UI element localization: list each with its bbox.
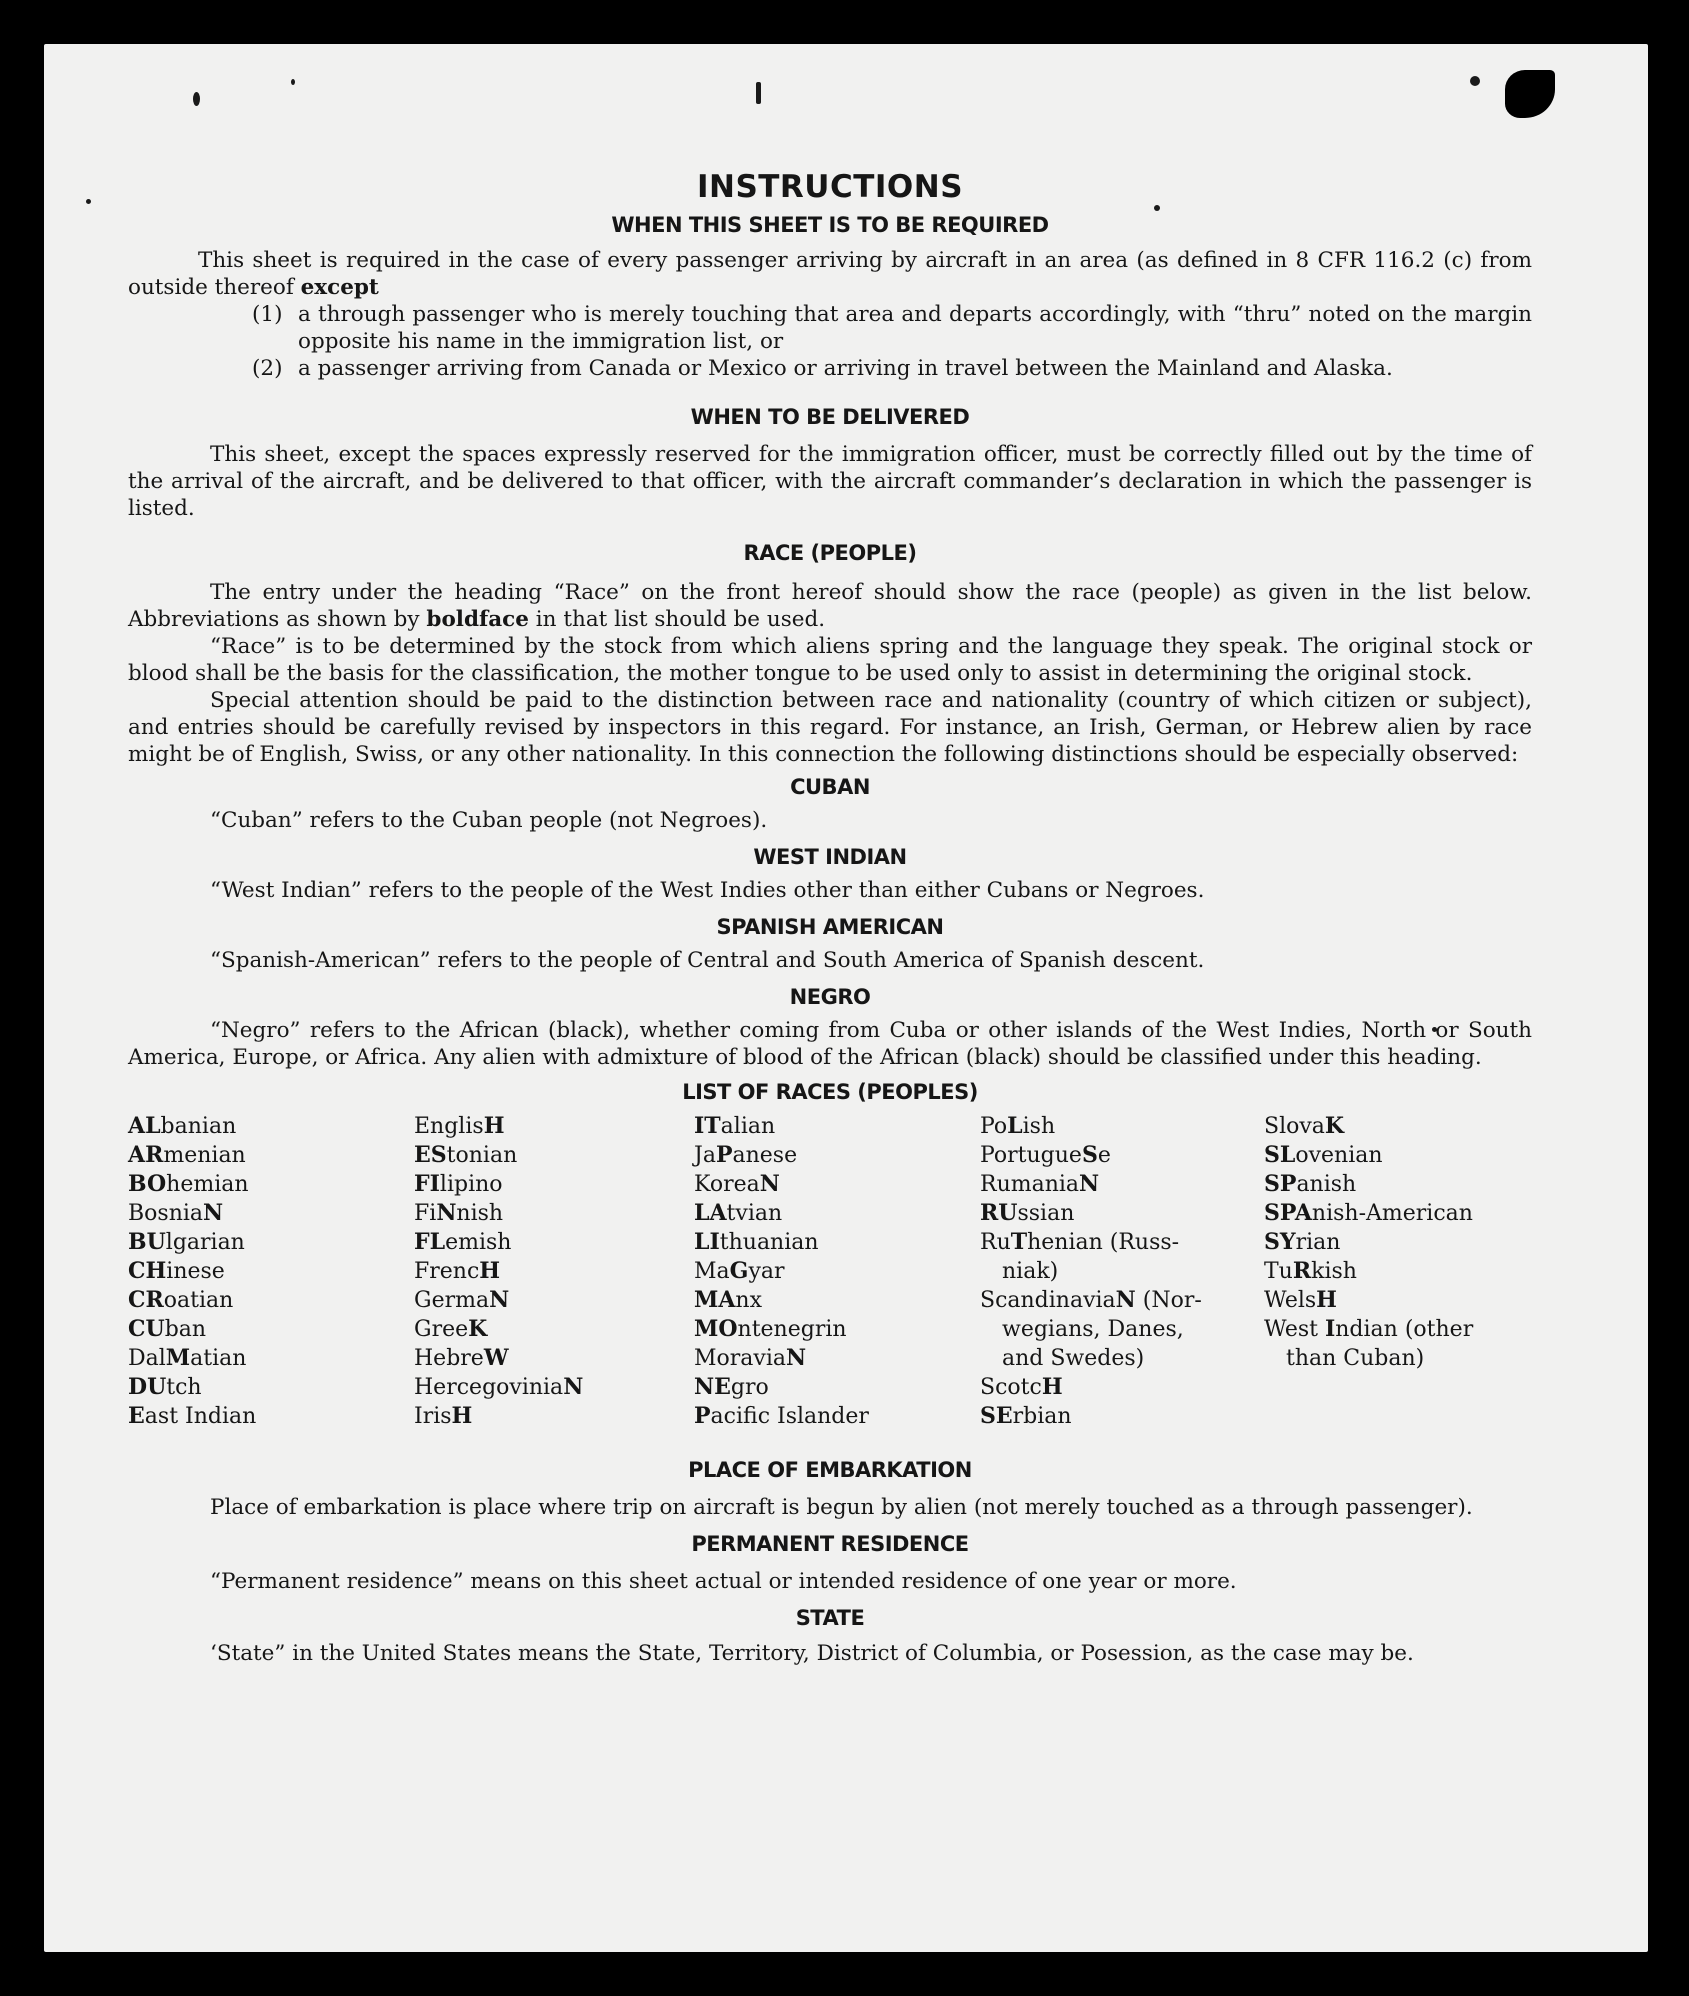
race-paragraph-3: Special attention should be paid to the distinction between race and nationality (country of which citizen or subject), and entries should be carefully revised by inspectors in this regard. For instance, an Irish, German, or Hebrew alien by race might be of English, Swiss, or any other nationality. In this connection the following distinctions should be especially observed: [128,688,1532,767]
races-column-2 [414,1112,694,1431]
race-entry: SYrian [1264,1229,1341,1255]
exception-item-2: (2) a passenger arriving from Canada or Mexico or arriving in travel between the Mainland and Alaska. [252,356,1393,381]
heading-cuban: CUBAN [790,775,870,799]
race-entry: MAnx [694,1287,762,1313]
west-indian-text: “West Indian” refers to the people of the West Indies other than either Cubans or Negroes. [210,878,1205,903]
race-entry: FiNnish [414,1200,504,1226]
heading-west-indian: WEST INDIAN [753,845,907,869]
race-entry: West Indian (other [1264,1316,1474,1342]
race-entry: CHinese [128,1258,225,1284]
race-entry: LIthuanian [694,1229,819,1255]
race-entry: RUssian [980,1200,1075,1226]
heading-when-delivered: WHEN TO BE DELIVERED [690,405,970,429]
race-entry: PortugueSe [980,1142,1111,1168]
race-entry: MOntenegrin [694,1316,847,1342]
race-entry: HercegoviniaN [414,1374,584,1400]
race-entry: EStonian [414,1142,518,1168]
negro-text: “Negro” refers to the African (black), whether coming from Cuba or other islands of the West Indies, North or South America, Europe, or Africa. Any alien with admixture of blood of the African (black) should be classified under this heading. [128,1018,1532,1070]
race-entry: TuRkish [1264,1258,1357,1284]
race-entry: MaGyar [694,1258,785,1284]
races-column-5 [1264,1112,1532,1431]
ink-speck [193,92,200,106]
race-entry: GermaN [414,1287,510,1313]
race-entry: LAtvian [694,1200,783,1226]
race-paragraph-1: The entry under the heading “Race” on the front hereof should show the race (people) as given in the list below. Abbreviations as shown by boldface in that list should be used. [128,580,1532,632]
race-entry: WelsH [1264,1287,1337,1313]
ink-speck [86,199,91,204]
embarkation-text: Place of embarkation is place where trip on aircraft is begun by alien (not merely touched as a through passenger). [210,1495,1473,1520]
spanish-american-text: “Spanish-American” refers to the people of Central and South America of Spanish descent. [210,948,1205,973]
race-entry: ScotcH [980,1374,1063,1400]
races-column-4 [980,1112,1264,1431]
race-entry: FIlipino [414,1171,503,1197]
permanent-residence-text: “Permanent residence” means on this sheet actual or intended residence of one year or more. [210,1569,1237,1594]
race-entry: BUlgarian [128,1229,245,1255]
race-entry: SErbian [980,1403,1072,1429]
race-entry: DalMatian [128,1345,247,1371]
instructions-body [128,168,1532,1667]
race-entry: Pacific Islander [694,1403,869,1429]
race-entry: SPanish [1264,1171,1357,1197]
cuban-text: “Cuban” refers to the Cuban people (not Negroes). [210,808,768,833]
race-entry: ARmenian [128,1142,246,1168]
race-entry: MoraviaN [694,1345,807,1371]
race-entry: FrencH [414,1258,501,1284]
heading-list-of-races: LIST OF RACES (PEOPLES) [682,1080,978,1104]
race-entry: than Cuban) [1286,1346,1425,1371]
when-delivered-text: This sheet, except the spaces expressly reserved for the immigration officer, must be correctly filled out by the time of the arrival of the aircraft, and be delivered to that officer, with the aircraft commander’s declaration in which the passenger is listed. [128,442,1532,521]
races-column-1 [128,1112,414,1431]
heading-permanent-residence: PERMANENT RESIDENCE [691,1532,969,1556]
race-entry: KoreaN [694,1171,780,1197]
race-entry: JaPanese [694,1142,798,1168]
races-list [128,1112,1532,1431]
heading-state: STATE [795,1606,865,1630]
race-entry: NEgro [694,1374,769,1400]
ink-speck [291,79,295,85]
race-entry: SPAnish-American [1264,1200,1473,1226]
heading-embarkation: PLACE OF EMBARKATION [688,1458,972,1482]
race-entry: ScandinaviaN (Nor- [980,1287,1202,1313]
race-entry: RuThenian (Russ- [980,1229,1180,1255]
race-entry: SlovaK [1264,1113,1345,1139]
races-column-3 [694,1112,980,1431]
race-entry: CRoatian [128,1287,234,1313]
heading-spanish-american: SPANISH AMERICAN [716,915,944,939]
race-entry: IrisH [414,1403,473,1429]
state-text: ‘State” in the United States means the State, Territory, District of Columbia, or Posession, as the case may be. [210,1641,1414,1666]
race-entry: RumaniaN [980,1171,1100,1197]
race-entry: PoLish [980,1113,1056,1139]
race-entry: GreeK [414,1316,488,1342]
exception-item-1: (1) a through passenger who is merely touching that area and departs accordingly, with “thru” noted on the margin opposite his name in the immigration list, or [252,302,1532,354]
race-entry: and Swedes) [1002,1346,1145,1371]
when-required-intro: This sheet is required in the case of every passenger arriving by aircraft in an area (as defined in 8 CFR 116.2 (c) from outside thereof except [128,248,1532,300]
race-entry: FLemish [414,1229,512,1255]
ink-speck [1470,76,1480,86]
heading-when-required: WHEN THIS SHEET IS TO BE REQUIRED [611,213,1049,237]
race-entry: BOhemian [128,1171,249,1197]
race-entry: BosniaN [128,1200,224,1226]
race-entry: ALbanian [128,1113,237,1139]
heading-race: RACE (PEOPLE) [743,541,917,565]
race-entry: SLovenian [1264,1142,1383,1168]
page-title: INSTRUCTIONS [696,169,964,205]
race-entry: HebreW [414,1345,509,1371]
race-entry: East Indian [128,1403,257,1429]
heading-negro: NEGRO [789,985,871,1009]
race-paragraph-2: “Race” is to be determined by the stock from which aliens spring and the language they speak. The original stock or blood shall be the basis for the classification, the mother tongue to be used only to assist in determining the original stock. [128,634,1532,686]
race-entry: DUtch [128,1374,202,1400]
race-entry: EnglisH [414,1113,505,1139]
race-entry: niak) [1002,1259,1059,1284]
race-entry: ITalian [694,1113,776,1139]
race-entry: CUban [128,1316,207,1342]
race-entry: wegians, Danes, [1002,1317,1184,1342]
ink-speck [756,82,761,104]
